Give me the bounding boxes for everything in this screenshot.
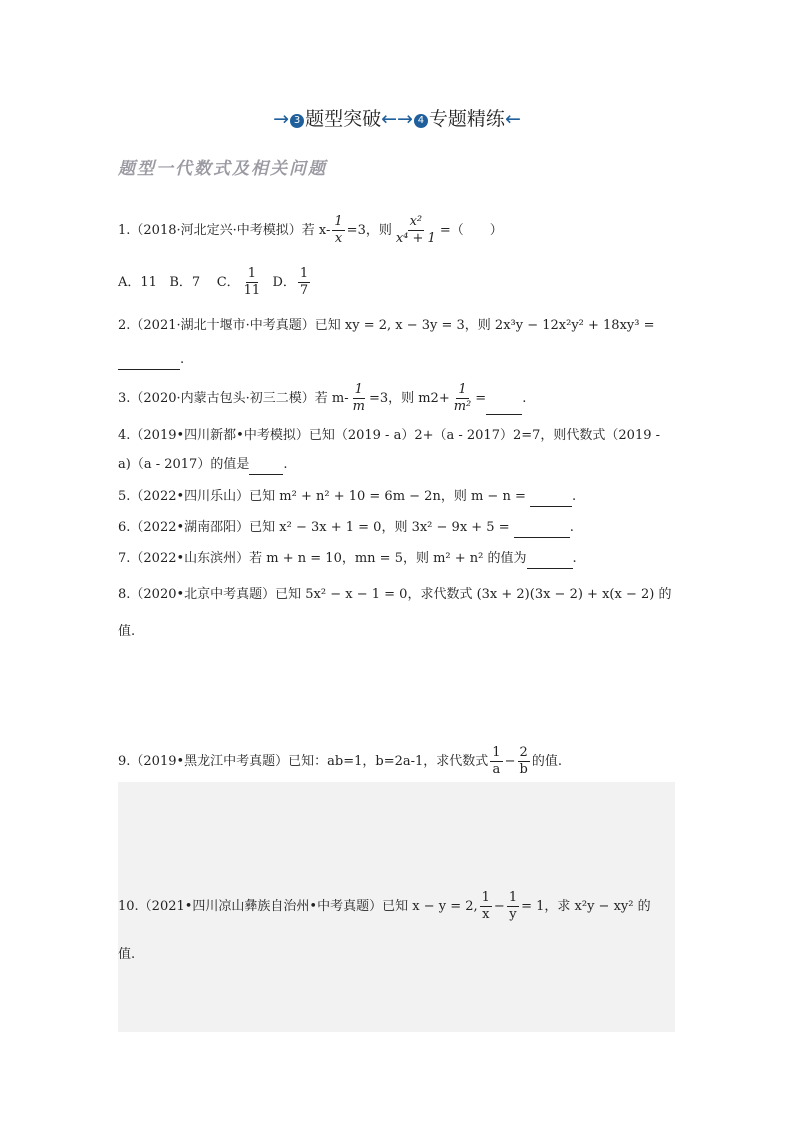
option-c: C． bbox=[216, 275, 240, 290]
q1-prefix: 1.（2018·河北定兴·中考模拟）若 x- bbox=[118, 223, 331, 238]
question-5: 5.（2022•四川乐山）已知 m² + n² + 10 = 6m − 2n，则 m − n = . bbox=[118, 487, 576, 507]
step-number-badge: 3 bbox=[290, 114, 304, 128]
answer-blank[interactable] bbox=[527, 554, 573, 569]
option-a: A．11 bbox=[118, 275, 157, 290]
question-3: 3.（2020·内蒙古包头·初三二模）若 m- $\frac{1}{m}$ =3，则 m2+ $\frac{1}{\text{m²}}$ = . bbox=[118, 382, 527, 414]
q1-fraction-1: $\frac{1}{x}$ bbox=[334, 214, 343, 246]
question-1 bbox=[118, 214, 503, 247]
q9-fraction-2: $\frac{2}{b}$ bbox=[519, 745, 528, 777]
question-8-line-2: 值. bbox=[118, 624, 136, 639]
option-c-fraction: $\frac{1}{11}$ bbox=[243, 266, 261, 298]
question-8: 8.（2020•北京中考真题）已知 5x² − x − 1 = 0，求代数式 (3x + 2)(3x − 2) + x(x − 2) 的 bbox=[118, 587, 672, 602]
section-title: 题型一代数式及相关问题 bbox=[118, 159, 327, 179]
question-7: 7.（2022•山东滨州）若 m + n = 10，mn = 5，则 m² + n² 的值为 . bbox=[118, 549, 577, 569]
arrow-left-icon: ← bbox=[504, 108, 521, 130]
question-4: 4.（2019•四川新都•中考模拟）已知（2019 - a）2+（a - 2017）2=7，则代数式（2019 - bbox=[118, 428, 661, 443]
q1-mid: =3，则 bbox=[346, 223, 392, 238]
q3-mid: =3，则 m2+ bbox=[368, 391, 450, 406]
q3-fraction-1: $\frac{1}{m}$ bbox=[352, 382, 365, 414]
question-9: 9.（2019•黑龙江中考真题）已知：ab=1，b=2a-1，求代数式 $\frac{1}{a}$ − $\frac{2}{b}$ 的值. bbox=[118, 745, 562, 777]
answer-blank[interactable] bbox=[118, 355, 180, 370]
page-header bbox=[0, 104, 794, 131]
q1-suffix: =（ ） bbox=[439, 223, 503, 238]
arrow-right-icon: → bbox=[273, 108, 290, 130]
arrow-left-right-icon: ←→ bbox=[381, 108, 413, 130]
q9-fraction-1: $\frac{1}{a}$ bbox=[492, 745, 501, 777]
answer-blank[interactable] bbox=[486, 400, 522, 415]
step-number-badge: 4 bbox=[414, 114, 428, 128]
answer-blank[interactable] bbox=[530, 492, 572, 507]
option-d: D． bbox=[272, 275, 296, 290]
question-10-line-2: 值. bbox=[118, 947, 136, 962]
question-1-options bbox=[118, 266, 312, 299]
question-6: 6.（2022•湖南邵阳）已知 x² − 3x + 1 = 0，则 3x² − 9x + 5 = . bbox=[118, 518, 574, 538]
q10-fraction-2: $\frac{1}{y}$ bbox=[508, 890, 518, 922]
question-2-answer-line: . bbox=[118, 350, 184, 370]
header-label-breakthrough[interactable]: 题型突破 bbox=[305, 108, 382, 130]
answer-blank[interactable] bbox=[249, 460, 283, 475]
q10-fraction-1: $\frac{1}{x}$ bbox=[481, 890, 490, 922]
answer-blank[interactable] bbox=[514, 523, 570, 538]
answer-area-q9[interactable] bbox=[118, 782, 675, 884]
q3-fraction-2: $\frac{1}{\text{m²}}$ bbox=[453, 382, 472, 414]
option-d-fraction: $\frac{1}{7}$ bbox=[299, 266, 309, 298]
q1-fraction-2: $\frac{\text{x²}}{\text{x⁴ + 1}}$ bbox=[395, 214, 436, 246]
question-2: 2.（2021·湖北十堰市·中考真题）已知 xy = 2, x − 3y = 3，则 2x³y − 12x²y² + 18xy³ = bbox=[118, 318, 655, 333]
question-10: 10.（2021•四川凉山彝族自治州•中考真题）已知 x − y = 2, $\frac{1}{x}$ − $\frac{1}{y}$ = 1，求 x²y − xy² 的 bbox=[118, 890, 651, 922]
question-4-line-2: a)（a - 2017）的值是 . bbox=[118, 455, 287, 475]
header-label-practice[interactable]: 专题精练 bbox=[428, 108, 505, 130]
option-b: B．7 bbox=[169, 275, 201, 290]
q3-prefix: 3.（2020·内蒙古包头·初三二模）若 m- bbox=[118, 391, 349, 406]
